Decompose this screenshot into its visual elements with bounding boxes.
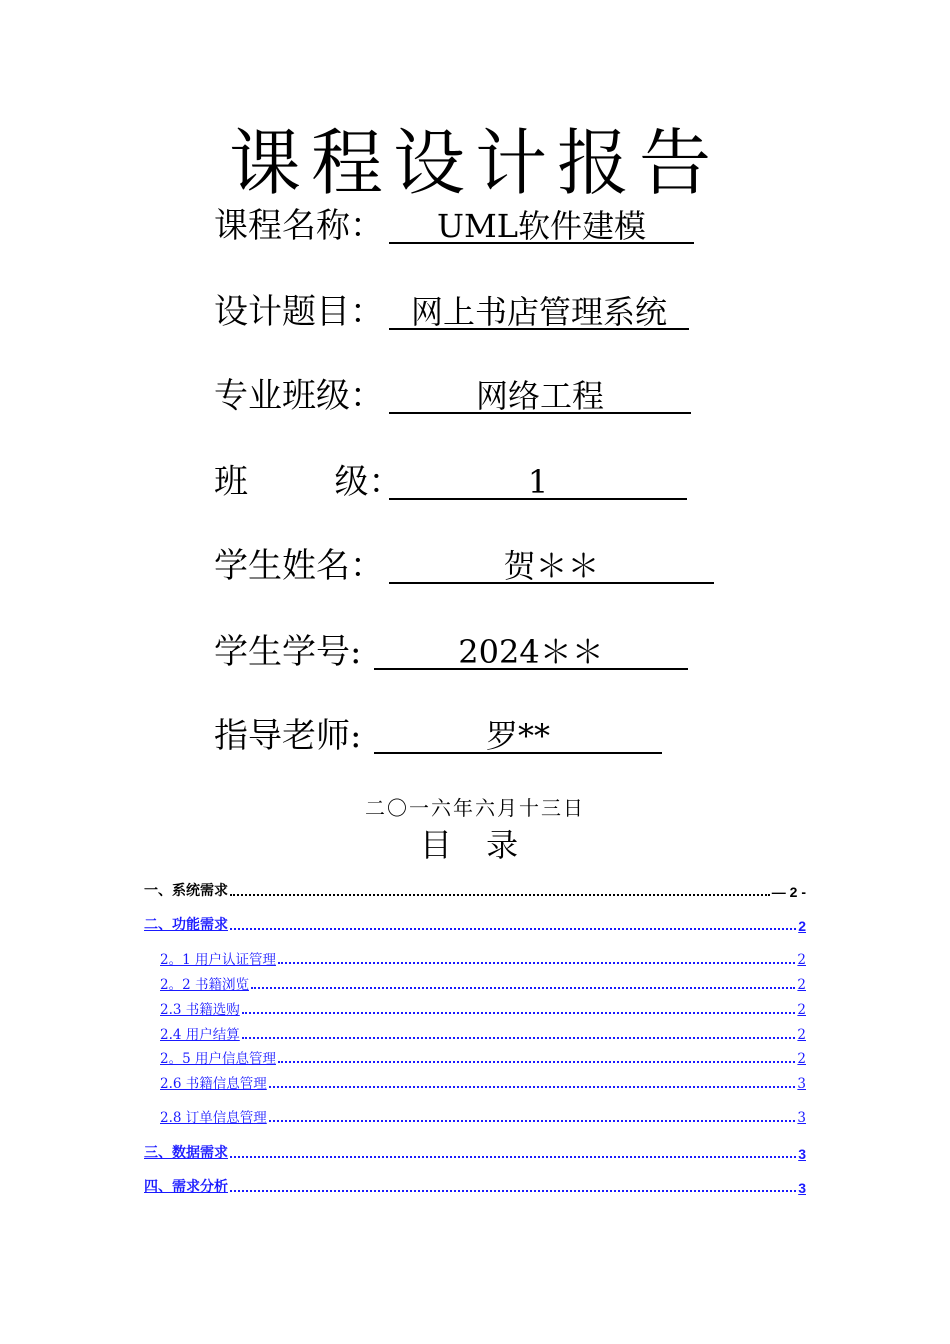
field-value: UML软件建模 bbox=[389, 204, 694, 244]
toc-entry[interactable] bbox=[160, 998, 806, 1018]
toc-entry[interactable] bbox=[144, 880, 806, 900]
toc-dot-leader bbox=[269, 1086, 796, 1088]
toc-dot-leader bbox=[269, 1120, 796, 1122]
field-label: 学生学号: bbox=[214, 632, 362, 672]
toc-dot-leader bbox=[230, 1156, 796, 1158]
toc-entry-label: 二、功能需求 bbox=[144, 916, 228, 932]
field-class bbox=[214, 460, 704, 504]
toc-dot-leader bbox=[278, 962, 795, 964]
field-value: 网络工程 bbox=[389, 374, 691, 414]
report-title: 课程设计报告 bbox=[228, 121, 721, 205]
field-student-id bbox=[214, 630, 704, 674]
toc-entry-label: 2.8 订单信息管理 bbox=[160, 1110, 267, 1126]
toc-title: 目 录 bbox=[419, 826, 531, 864]
field-student-name bbox=[214, 544, 724, 588]
field-value: 贺＊＊ bbox=[389, 544, 714, 584]
field-label: 专业班级： bbox=[214, 376, 384, 416]
field-label: 指导老师: bbox=[214, 716, 362, 756]
toc-entry-page: 2 bbox=[797, 977, 806, 993]
toc-dot-leader bbox=[230, 894, 770, 896]
toc-dot-leader bbox=[230, 1190, 796, 1192]
field-design-topic bbox=[214, 290, 704, 334]
toc-entry-page: 2 bbox=[797, 1027, 806, 1043]
field-value: 罗** bbox=[374, 714, 662, 754]
field-value: 网上书店管理系统 bbox=[389, 290, 689, 330]
toc-entry-label: 2。2 书籍浏览 bbox=[160, 977, 249, 993]
field-value: 1 bbox=[389, 460, 687, 500]
toc-entry-label: 四、需求分析 bbox=[144, 1178, 228, 1194]
field-label: 学生姓名： bbox=[214, 546, 384, 586]
toc-dot-leader bbox=[230, 928, 796, 930]
toc-entry-label: 2。5 用户信息管理 bbox=[160, 1051, 276, 1067]
toc-entry-page: 3 bbox=[798, 1146, 806, 1162]
toc-entry-label: 2。1 用户认证管理 bbox=[160, 952, 276, 968]
field-advisor bbox=[214, 714, 684, 758]
toc-entry-page: 2 bbox=[798, 918, 806, 934]
toc-entry-page: 2 bbox=[797, 952, 806, 968]
toc-entry-label: 2.6 书籍信息管理 bbox=[160, 1076, 267, 1092]
toc-dot-leader bbox=[242, 1037, 796, 1039]
field-label: 课程名称： bbox=[214, 206, 384, 246]
toc-entry-page: 3 bbox=[798, 1180, 806, 1196]
toc-entry[interactable] bbox=[160, 1023, 806, 1043]
toc-entry-label: 三、数据需求 bbox=[144, 1144, 228, 1160]
toc-entry[interactable] bbox=[160, 973, 806, 993]
toc-entry-page: 3 bbox=[797, 1076, 806, 1092]
field-major-class bbox=[214, 374, 704, 418]
toc-entry[interactable] bbox=[160, 1106, 806, 1126]
field-value: 2024＊＊ bbox=[374, 630, 688, 670]
toc-entry[interactable] bbox=[160, 948, 806, 968]
field-course-name bbox=[214, 204, 704, 248]
toc-entry[interactable] bbox=[160, 1047, 806, 1067]
toc-entry-label: 2.4 用户结算 bbox=[160, 1027, 240, 1043]
report-date: 二〇一六年六月十三日 bbox=[365, 796, 585, 820]
toc-entry[interactable] bbox=[144, 914, 806, 934]
toc-dot-leader bbox=[251, 987, 795, 989]
toc-entry-label: 2.3 书籍选购 bbox=[160, 1002, 240, 1018]
toc-entry[interactable] bbox=[144, 1142, 806, 1162]
toc-entry-page: 3 bbox=[797, 1110, 806, 1126]
toc-entry[interactable] bbox=[144, 1176, 806, 1196]
toc-entry[interactable] bbox=[160, 1072, 806, 1092]
field-label: 设计题目： bbox=[214, 292, 384, 332]
toc-entry-page: — 2 - bbox=[771, 884, 806, 900]
toc-entry-label: 一、系统需求 bbox=[144, 882, 228, 898]
toc-dot-leader bbox=[278, 1061, 795, 1063]
toc-entry-page: 2 bbox=[797, 1002, 806, 1018]
toc-entry-page: 2 bbox=[797, 1051, 806, 1067]
field-label: 班 级： bbox=[214, 462, 403, 502]
toc-dot-leader bbox=[242, 1012, 796, 1014]
